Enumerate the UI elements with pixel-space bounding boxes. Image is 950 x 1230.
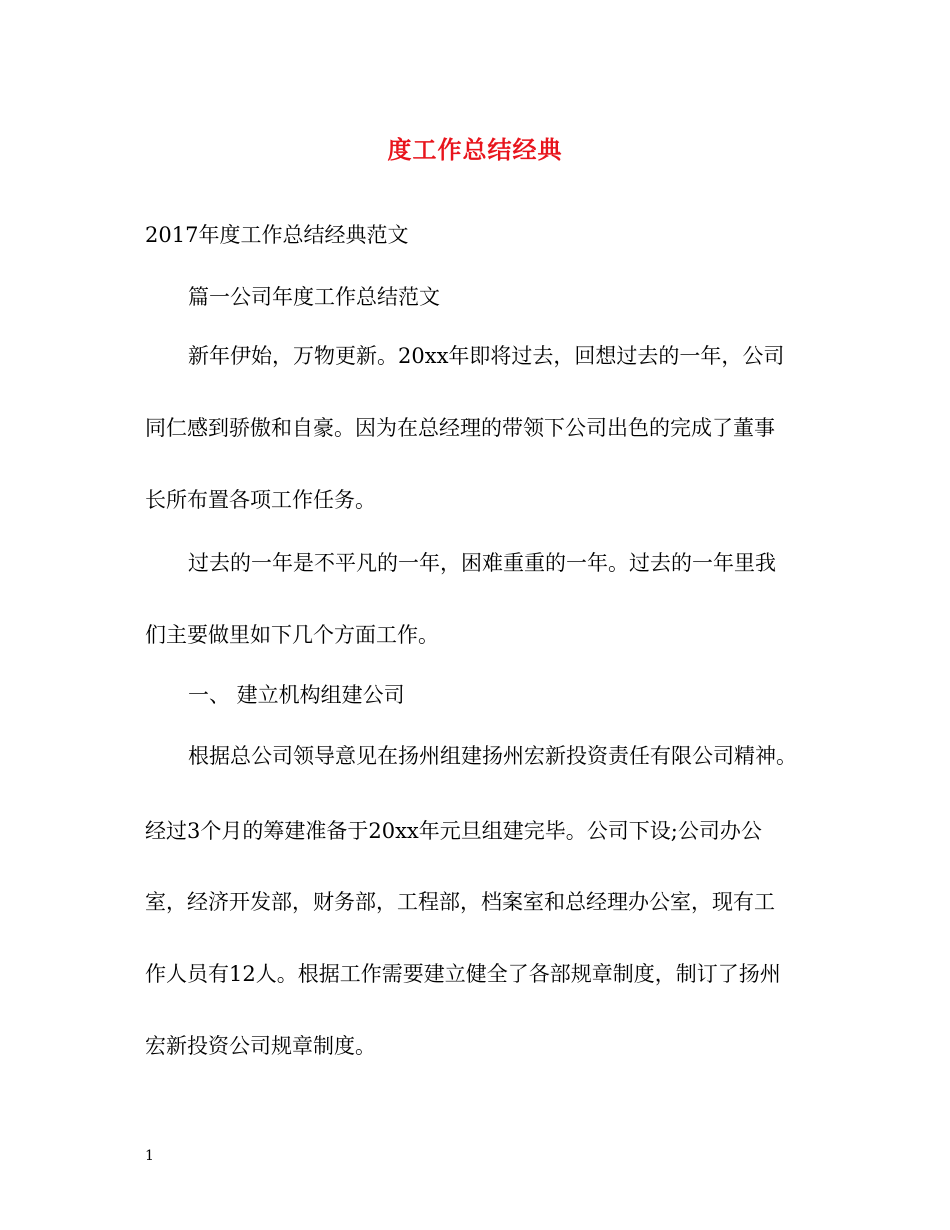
- paragraph-line: 宏新投资公司规章制度。: [145, 1034, 376, 1058]
- paragraph-line: 根据总公司领导意见在扬州组建扬州宏新投资责任有限公司精神。: [188, 744, 797, 768]
- paragraph-line: 同仁感到骄傲和自豪。因为在总经理的带领下公司出色的完成了董事: [145, 416, 775, 440]
- paragraph-line: 作人员有12人。根据工作需要建立健全了各部规章制度，制订了扬州: [145, 962, 781, 986]
- page-number: 1: [145, 1148, 154, 1164]
- paragraph-line: 过去的一年是不平凡的一年，困难重重的一年。过去的一年里我: [188, 551, 776, 575]
- paragraph-line: 新年伊始，万物更新。20xx年即将过去，回想过去的一年，公司: [188, 344, 785, 368]
- paragraph-line: 长所布置各项工作任务。: [145, 488, 376, 512]
- paragraph-line: 篇一公司年度工作总结范文: [188, 285, 440, 309]
- paragraph-line: 经过3个月的筹建准备于20xx年元旦组建完毕。公司下设;公司办公: [145, 819, 762, 843]
- paragraph-line: 室，经济开发部，财务部，工程部，档案室和总经理办公室，现有工: [145, 890, 775, 914]
- document-title: 度工作总结经典: [387, 135, 563, 164]
- paragraph-line: 们主要做里如下几个方面工作。: [145, 623, 439, 647]
- section-heading: 一、 建立机构组建公司: [188, 683, 405, 707]
- paragraph-line: 2017年度工作总结经典范文: [145, 223, 409, 247]
